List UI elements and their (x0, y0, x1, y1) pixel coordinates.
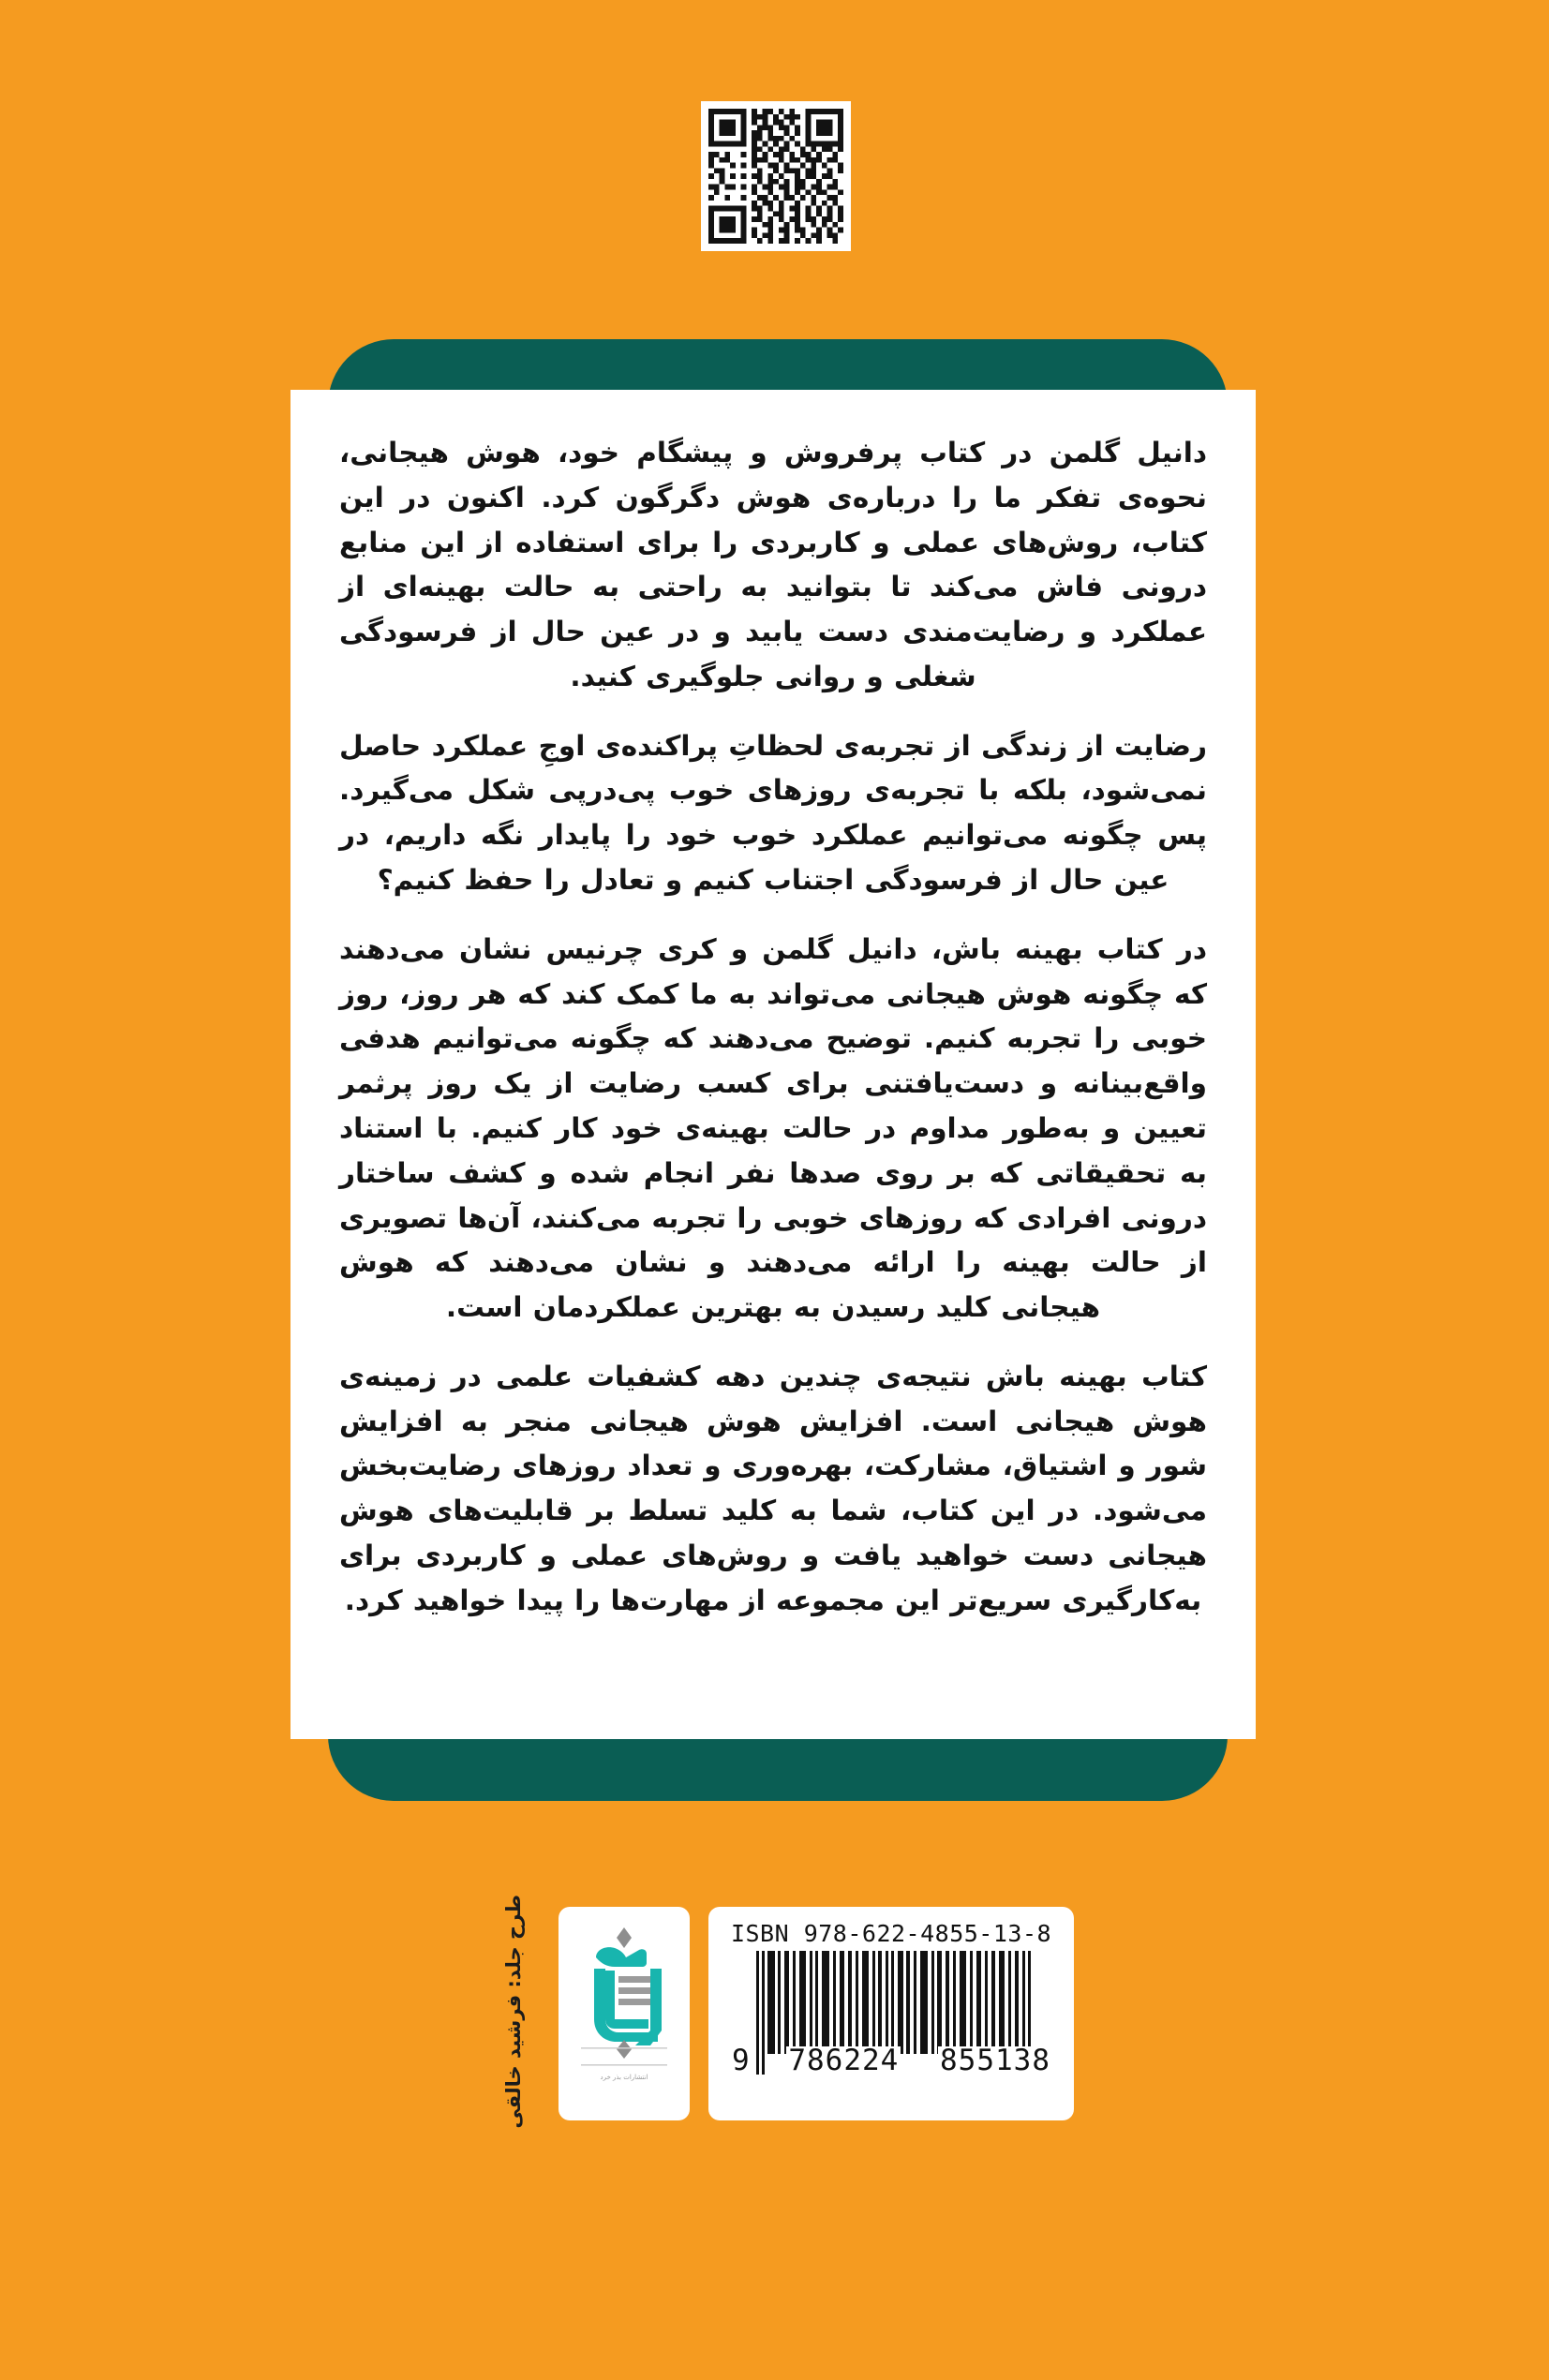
qr-code-panel[interactable] (701, 101, 851, 251)
blurb-paragraph: در کتاب بهینه باش، دانیل گلمن و کری چرنیس نشان می‌دهند که چگونه هوش هیجانی می‌تواند به ما کمک کند که هر روز، روز خوبی را تجربه کنیم. توضیح می‌دهند که چگونه می‌توانیم هدفی واقع‌بینانه و دست‌یافتنی برای کسب رضایت از یک روز پرثمر تعیین و به‌طور مداوم در حالت بهینه‌ی خود کار کنیم. با استناد به تحقیقاتی که بر روی صدها نفر انجام شده و کشف ساختار درونی افرادی که روزهای خوبی را تجربه می‌کنند، آن‌ها تصویری از حالت بهینه را ارائه می‌دهند و نشان می‌دهند که هوش هیجانی کلید رسیدن به بهترین عملکردمان است. (339, 932, 1207, 1324)
cover-design-credit-label: طرح جلد: فرشید خالقی (502, 1895, 525, 2129)
blurb-card (290, 390, 1256, 1739)
qr-code-icon[interactable] (708, 109, 843, 244)
barcode-digit-group-right: 855138 (940, 2044, 1050, 2077)
barcode-digit-group-middle: 786224 (788, 2044, 900, 2077)
cover-design-credit (485, 1895, 542, 2129)
isbn-label: ISBN 978-622-4855-13-8 (730, 1920, 1052, 1947)
barcode-digits (730, 2046, 1052, 2075)
blurb-paragraph: رضایت از زندگی از تجربه‌ی لحظاتِ پراکنده‌ی اوجِ عملکرد حاصل نمی‌شود، بلکه با تجربه‌ی روزهای خوب پی‌درپی شکل می‌گیرد. پس چگونه می‌توانیم عملکرد خوب خود را پایدار نگه داریم، در عین حال از فرسودگی اجتناب کنیم و تعادل را حفظ کنیم؟ (339, 729, 1207, 897)
publisher-logo-card (559, 1907, 690, 2120)
blurb-paragraph: کتاب بهینه باش نتیجه‌ی چندین دهه کشفیات علمی در زمینه‌ی هوش هیجانی است. افزایش هوش هیجانی منجر به افزایش شور و اشتیاق، مشارکت، بهره‌وری و تعداد روزهای رضایت‌بخش می‌شود. در این کتاب، شما به کلید تسلط بر قابلیت‌های هوش هیجانی دست خواهید یافت و روش‌های عملی و کاربردی برای به‌کارگیری سریع‌تر این مجموعه از مهارت‌ها را پیدا خواهید کرد. (339, 1360, 1207, 1616)
publisher-bird-book-logo-icon (577, 1922, 671, 2072)
publisher-caption: انتشارات بذر خرد (600, 2074, 648, 2081)
barcode-card (708, 1907, 1074, 2120)
barcode-digit-group-left: 9 (732, 2044, 750, 2077)
blurb-paragraph: دانیل گلمن در کتاب پرفروش و پیشگام خود، هوش هیجانی، نحوه‌ی تفکر ما را درباره‌ی هوش دگرگون کرد. اکنون در این کتاب، روش‌های عملی و کاربردی را برای استفاده از این منابع درونی فاش می‌کند تا بتوانید به راحتی به حالت بهینه‌ای از عملکرد و رضایت‌مندی دست یابید و در عین حال از فرسودگی شغلی و روانی جلوگیری کنید. (339, 437, 1207, 692)
